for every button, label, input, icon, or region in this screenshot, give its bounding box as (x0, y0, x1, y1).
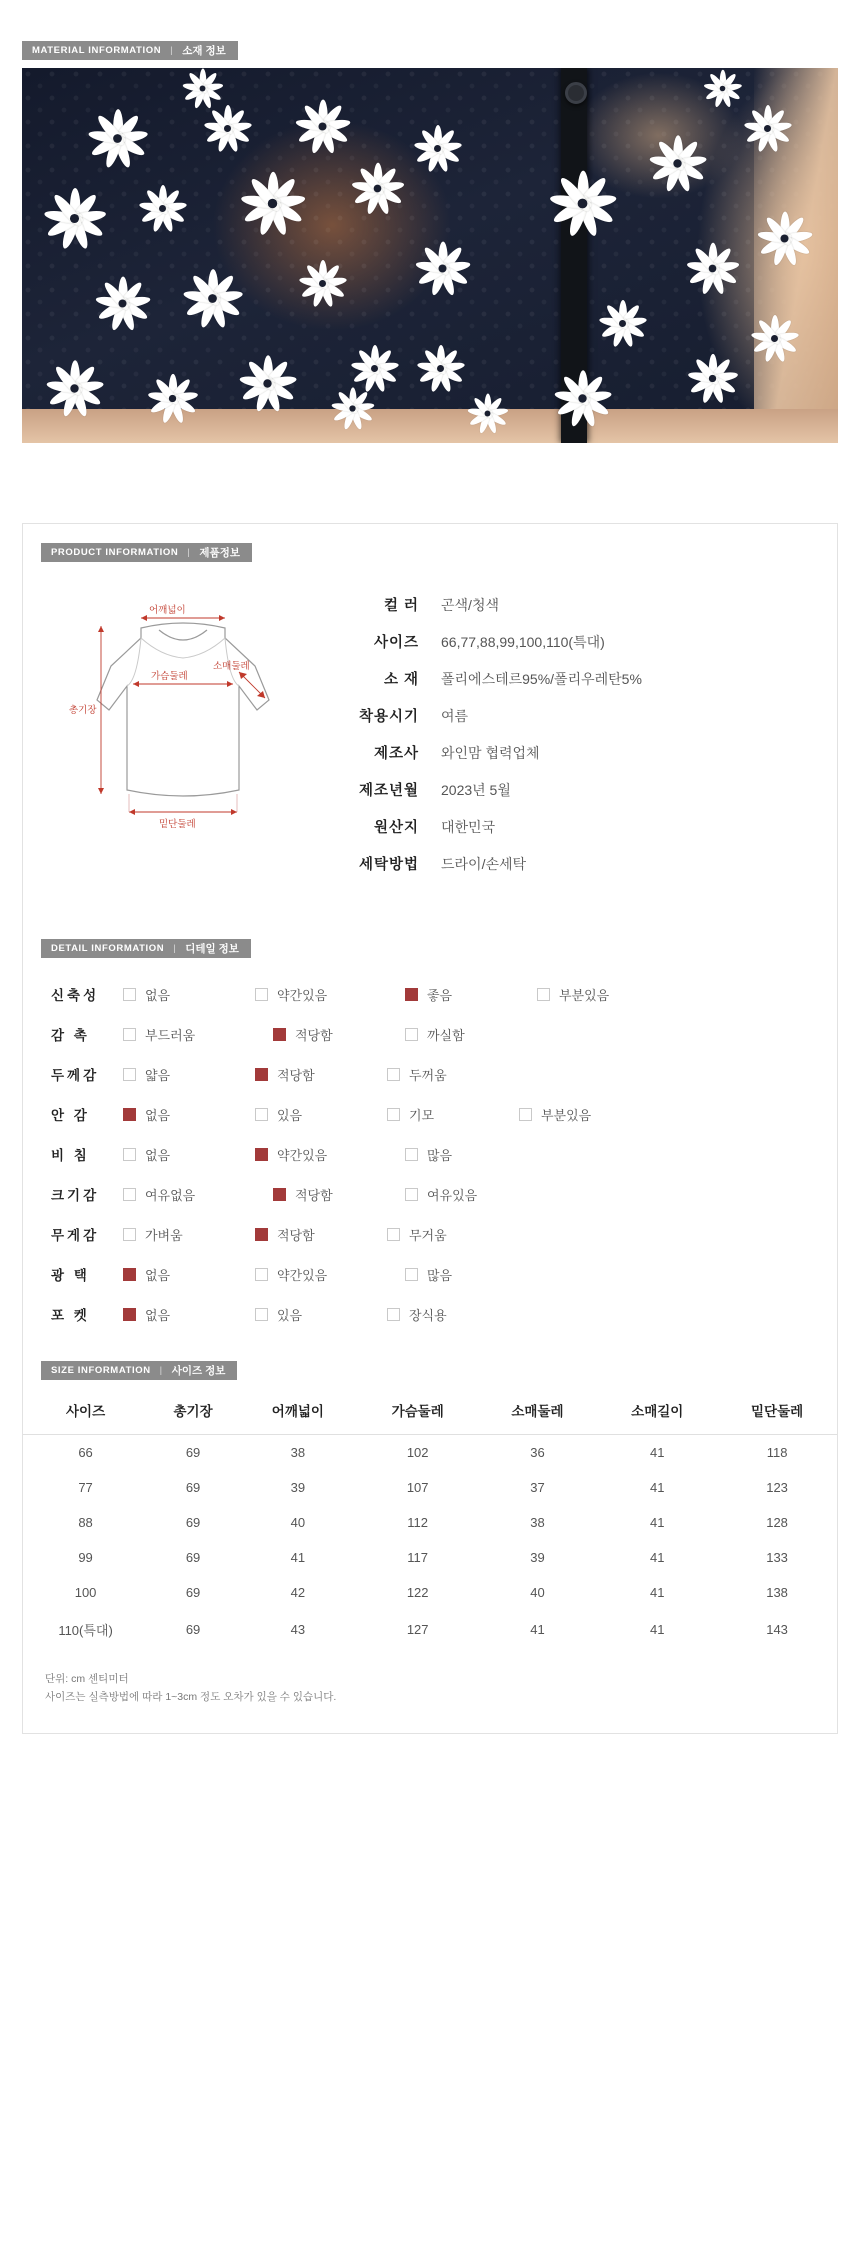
size-table-cell: 123 (766, 1480, 788, 1495)
size-table-cell: 40 (290, 1515, 306, 1530)
detail-row (37, 1094, 823, 1134)
table-row (23, 1505, 837, 1540)
flower-icon (677, 163, 678, 164)
size-table-cell: 99 (78, 1550, 93, 1565)
checkbox-icon[interactable] (405, 1188, 418, 1201)
detail-row (37, 1054, 823, 1094)
note-tolerance: 사이즈는 실측방법에 따라 1~3cm 정도 오차가 있을 수 있습니다. (45, 1690, 337, 1703)
flower-icon (377, 188, 378, 189)
size-table-cell: 77 (78, 1480, 93, 1495)
section-separator: | (187, 547, 191, 558)
size-table-header-row (23, 1390, 837, 1435)
checkbox-icon[interactable] (519, 1108, 532, 1121)
size-table-header-cell: 어깨넓이 (238, 1390, 358, 1435)
detail-information-header (23, 916, 837, 958)
size-table-cell: 128 (766, 1515, 788, 1530)
detail-option-label: 없음 (145, 1307, 171, 1323)
table-row (23, 1575, 837, 1610)
size-table-header-cell: 가슴둘레 (358, 1390, 478, 1435)
size-table-cell: 39 (290, 1480, 306, 1495)
section-title-ko: 제품정보 (199, 547, 240, 559)
detail-option[interactable] (273, 1185, 405, 1204)
size-table-cell: 110(특대) (58, 1623, 113, 1638)
detail-option[interactable] (123, 1185, 273, 1204)
material-information-header (0, 0, 860, 68)
flower-icon (440, 368, 441, 369)
detail-option-label: 약간있음 (277, 987, 328, 1003)
size-notes (23, 1649, 837, 1733)
spec-label: 제조년월 (358, 783, 419, 799)
detail-option-label: 없음 (145, 1267, 171, 1283)
detail-option[interactable] (405, 1145, 537, 1164)
detail-attribute-table (23, 958, 837, 1344)
flower-icon (74, 388, 75, 389)
detail-option[interactable] (123, 1105, 255, 1124)
diagram-label-shoulder: 어깨넓이 (149, 605, 186, 616)
detail-option-label: 두꺼움 (409, 1067, 447, 1083)
detail-option[interactable] (405, 1185, 555, 1204)
flower-icon (622, 323, 623, 324)
checkbox-icon[interactable] (123, 1228, 136, 1241)
detail-option[interactable] (387, 1225, 519, 1244)
size-table-cell: 102 (406, 1445, 429, 1460)
size-table-cell: 69 (185, 1585, 201, 1600)
detail-option-label: 무거움 (409, 1227, 447, 1243)
flower-icon (267, 383, 268, 384)
detail-option-label: 적당함 (295, 1027, 333, 1043)
spec-label: 컬 러 (383, 598, 419, 614)
size-table-cell: 138 (766, 1585, 788, 1600)
diagram-label-hem: 밑단둘레 (159, 819, 196, 830)
information-card (22, 523, 838, 1734)
size-table-cell: 41 (650, 1585, 665, 1600)
detail-option-label: 많음 (427, 1267, 453, 1283)
detail-option-label: 까실함 (427, 1027, 465, 1043)
detail-option-label: 없음 (145, 987, 171, 1003)
detail-option-label: 여유없음 (145, 1187, 196, 1203)
detail-option-label: 장식용 (409, 1307, 447, 1323)
checkbox-checked-icon[interactable] (255, 1068, 268, 1081)
detail-row (37, 1014, 823, 1054)
section-bar-size (41, 1361, 237, 1380)
size-table-cell: 37 (530, 1480, 545, 1495)
size-table-cell: 143 (766, 1622, 788, 1637)
detail-option-label: 많음 (427, 1147, 453, 1163)
checkbox-icon[interactable] (255, 1108, 268, 1121)
detail-option-label: 있음 (277, 1307, 303, 1323)
detail-option-label: 부분있음 (541, 1107, 592, 1123)
size-table-cell: 118 (766, 1445, 788, 1460)
detail-option[interactable] (123, 1065, 255, 1084)
checkbox-icon[interactable] (123, 1028, 136, 1041)
flower-icon (722, 88, 723, 89)
detail-option[interactable] (123, 985, 255, 1004)
flower-icon (322, 283, 323, 284)
detail-option-label: 적당함 (295, 1187, 333, 1203)
size-table-cell: 88 (78, 1515, 93, 1530)
flower-icon (712, 378, 713, 379)
checkbox-icon[interactable] (255, 1308, 268, 1321)
flower-icon (117, 138, 118, 139)
size-table-header-cell: 소매둘레 (478, 1390, 598, 1435)
spec-label: 제조사 (373, 746, 419, 762)
spec-row (333, 816, 827, 837)
detail-option[interactable] (405, 1265, 537, 1284)
detail-option[interactable] (519, 1105, 669, 1124)
spec-label: 세탁방법 (358, 857, 419, 873)
detail-option[interactable] (255, 1065, 387, 1084)
detail-option-label: 약간있음 (277, 1147, 328, 1163)
spec-row (333, 742, 827, 763)
size-table-cell: 69 (185, 1550, 201, 1565)
detail-option-label: 있음 (277, 1107, 303, 1123)
checkbox-icon[interactable] (123, 988, 136, 1001)
note-unit: 단위: cm 센티미터 (45, 1673, 129, 1685)
detail-option[interactable] (255, 1305, 387, 1324)
detail-option[interactable] (255, 1145, 405, 1164)
checkbox-icon[interactable] (405, 1028, 418, 1041)
table-row (23, 1435, 837, 1471)
detail-option[interactable] (123, 1025, 273, 1044)
size-table-cell: 36 (530, 1445, 545, 1460)
metal-ring-icon (565, 82, 587, 104)
section-separator: | (170, 45, 174, 56)
size-table-cell: 66 (78, 1445, 93, 1460)
section-bar-detail (41, 939, 251, 958)
flower-icon (352, 408, 353, 409)
detail-row-label: 크기감 (51, 1188, 100, 1203)
table-row (23, 1470, 837, 1505)
checkbox-checked-icon[interactable] (123, 1268, 136, 1281)
section-separator: | (159, 1365, 163, 1376)
flower-icon (442, 268, 443, 269)
detail-option[interactable] (387, 1305, 519, 1324)
spec-label: 착용시기 (358, 709, 419, 725)
size-table-cell: 38 (530, 1515, 545, 1530)
section-bar-product (41, 543, 252, 562)
detail-row (37, 1174, 823, 1214)
detail-option-label: 가벼움 (145, 1227, 183, 1243)
detail-row (37, 1254, 823, 1294)
detail-row (37, 1294, 823, 1334)
size-table-header-cell: 사이즈 (23, 1390, 148, 1435)
flower-icon (582, 203, 583, 204)
garment-measurement-diagram (33, 580, 333, 870)
detail-option[interactable] (123, 1225, 255, 1244)
detail-option-label: 적당함 (277, 1067, 315, 1083)
size-table-cell: 38 (290, 1445, 306, 1460)
spec-row (333, 631, 827, 652)
detail-row-label: 신축성 (51, 988, 100, 1003)
size-table-header-cell: 총기장 (148, 1390, 238, 1435)
detail-option-label: 부드러움 (145, 1027, 196, 1043)
section-title-ko: 사이즈 정보 (171, 1365, 226, 1377)
size-table-cell: 39 (530, 1550, 545, 1565)
detail-option[interactable] (405, 985, 537, 1004)
section-title-en: SIZE INFORMATION (51, 1365, 151, 1376)
section-title-ko: 소재 정보 (182, 45, 226, 57)
spec-row (333, 594, 827, 615)
spec-value: 66,77,88,99,100,110(특대) (441, 634, 605, 650)
detail-option-label: 얇음 (145, 1067, 171, 1083)
detail-option[interactable] (255, 1265, 405, 1284)
spec-label: 사이즈 (373, 635, 419, 651)
detail-option[interactable] (255, 1105, 387, 1124)
checkbox-icon[interactable] (123, 1148, 136, 1161)
spec-value: 대한민국 (441, 819, 496, 835)
flower-icon (212, 298, 213, 299)
size-table-cell: 107 (406, 1480, 429, 1495)
size-table-cell: 41 (650, 1480, 665, 1495)
detail-option[interactable] (123, 1305, 255, 1324)
flower-icon (374, 368, 375, 369)
flower-icon (202, 88, 203, 89)
section-title-ko: 디테일 정보 (185, 943, 239, 955)
spec-value: 곤색/청색 (441, 597, 499, 613)
size-table-body (23, 1435, 837, 1650)
table-row (23, 1540, 837, 1575)
checkbox-icon[interactable] (255, 1268, 268, 1281)
table-row (23, 1610, 837, 1649)
spec-value: 2023년 5월 (441, 782, 511, 798)
flower-icon (272, 203, 273, 204)
detail-option[interactable] (123, 1265, 255, 1284)
spec-value: 폴리에스테르95%/폴리우레탄5% (441, 671, 642, 687)
size-table-cell: 69 (185, 1515, 201, 1530)
size-table-cell: 122 (406, 1585, 429, 1600)
detail-option-label: 기모 (409, 1107, 435, 1123)
detail-option-label: 부분있음 (559, 987, 610, 1003)
detail-option-label: 없음 (145, 1147, 171, 1163)
product-information-body (23, 562, 837, 916)
checkbox-icon[interactable] (123, 1188, 136, 1201)
detail-option-label: 없음 (145, 1107, 171, 1123)
flower-icon (712, 268, 713, 269)
section-bar-material (22, 41, 238, 60)
size-table-cell: 69 (185, 1445, 201, 1460)
detail-option-label: 여유있음 (427, 1187, 478, 1203)
spec-row (333, 779, 827, 800)
checkbox-checked-icon[interactable] (123, 1308, 136, 1321)
detail-option[interactable] (255, 985, 405, 1004)
size-table-header-cell: 소매길이 (597, 1390, 717, 1435)
flower-icon (487, 413, 488, 414)
checkbox-checked-icon[interactable] (273, 1028, 286, 1041)
detail-option[interactable] (537, 985, 687, 1004)
size-table-cell: 100 (74, 1585, 97, 1600)
flower-icon (784, 238, 785, 239)
spec-label: 소 재 (383, 672, 419, 688)
size-information-header (23, 1344, 837, 1380)
detail-row (37, 1214, 823, 1254)
section-title-en: DETAIL INFORMATION (51, 943, 165, 954)
checkbox-checked-icon[interactable] (255, 1228, 268, 1241)
size-table-cell: 117 (407, 1550, 429, 1565)
flower-icon (162, 208, 163, 209)
flower-icon (582, 398, 583, 399)
detail-option[interactable] (405, 1025, 537, 1044)
size-table-cell: 112 (407, 1515, 429, 1530)
checkbox-checked-icon[interactable] (255, 1148, 268, 1161)
spec-value: 와인맘 협력업체 (441, 745, 540, 761)
size-table-cell: 41 (650, 1445, 665, 1460)
spec-value: 드라이/손세탁 (441, 856, 527, 872)
detail-row-label: 무게감 (51, 1228, 100, 1243)
size-table-cell: 69 (185, 1480, 201, 1495)
size-table-cell: 69 (185, 1622, 201, 1637)
spec-row (333, 853, 827, 874)
product-spec-list (333, 580, 827, 890)
detail-option-label: 약간있음 (277, 1267, 328, 1283)
detail-row-label: 포 켓 (51, 1308, 90, 1323)
flower-icon (172, 398, 173, 399)
size-table-cell: 43 (290, 1622, 306, 1637)
material-photo (22, 68, 838, 443)
flower-icon (227, 128, 228, 129)
checkbox-icon[interactable] (405, 1268, 418, 1281)
spec-value: 여름 (441, 708, 469, 724)
detail-row (37, 1134, 823, 1174)
detail-option[interactable] (123, 1145, 255, 1164)
size-table-cell: 41 (650, 1550, 665, 1565)
flower-icon (122, 303, 123, 304)
size-table-cell: 40 (530, 1585, 545, 1600)
checkbox-icon[interactable] (405, 1148, 418, 1161)
detail-option-label: 적당함 (277, 1227, 315, 1243)
detail-row-label: 비 침 (51, 1148, 90, 1163)
section-title-en: PRODUCT INFORMATION (51, 547, 179, 558)
checkbox-icon[interactable] (387, 1308, 400, 1321)
checkbox-checked-icon[interactable] (405, 988, 418, 1001)
flower-icon (437, 148, 438, 149)
detail-option[interactable] (387, 1105, 519, 1124)
detail-row-label: 안 감 (51, 1108, 90, 1123)
lower-skin-tone (22, 409, 838, 443)
checkbox-icon[interactable] (537, 988, 550, 1001)
checkbox-icon[interactable] (387, 1228, 400, 1241)
section-separator: | (173, 943, 177, 954)
detail-row-label: 감 촉 (51, 1028, 90, 1043)
size-table-cell: 127 (406, 1622, 429, 1637)
detail-option[interactable] (255, 1225, 387, 1244)
diagram-label-sleeve-round: 소매둘레 (213, 661, 250, 672)
checkbox-icon[interactable] (123, 1068, 136, 1081)
checkbox-checked-icon[interactable] (273, 1188, 286, 1201)
size-table (23, 1390, 837, 1649)
size-table-cell: 41 (290, 1550, 306, 1565)
checkbox-icon[interactable] (387, 1108, 400, 1121)
checkbox-icon[interactable] (387, 1068, 400, 1081)
flower-icon (322, 126, 323, 127)
diagram-label-chest: 가슴둘레 (151, 671, 188, 682)
product-information-header (23, 524, 837, 562)
spec-label: 원산지 (373, 820, 419, 836)
detail-option-label: 좋음 (427, 987, 453, 1003)
flower-icon (767, 128, 768, 129)
detail-option[interactable] (387, 1065, 519, 1084)
detail-row (37, 974, 823, 1014)
section-title-en: MATERIAL INFORMATION (32, 45, 162, 56)
size-table-cell: 133 (766, 1550, 788, 1565)
checkbox-checked-icon[interactable] (123, 1108, 136, 1121)
flower-icon (774, 338, 775, 339)
size-table-cell: 41 (530, 1622, 545, 1637)
size-table-cell: 42 (290, 1585, 306, 1600)
size-table-cell: 41 (650, 1515, 665, 1530)
size-table-header-cell: 밑단둘레 (717, 1390, 837, 1435)
spec-row (333, 705, 827, 726)
spec-row (333, 668, 827, 689)
checkbox-icon[interactable] (255, 988, 268, 1001)
detail-option[interactable] (273, 1025, 405, 1044)
detail-row-label: 두께감 (51, 1068, 100, 1083)
size-table-cell: 41 (650, 1622, 665, 1637)
diagram-label-total-length: 총기장 (69, 705, 97, 716)
detail-row-label: 광 택 (51, 1268, 90, 1283)
flower-icon (74, 218, 75, 219)
